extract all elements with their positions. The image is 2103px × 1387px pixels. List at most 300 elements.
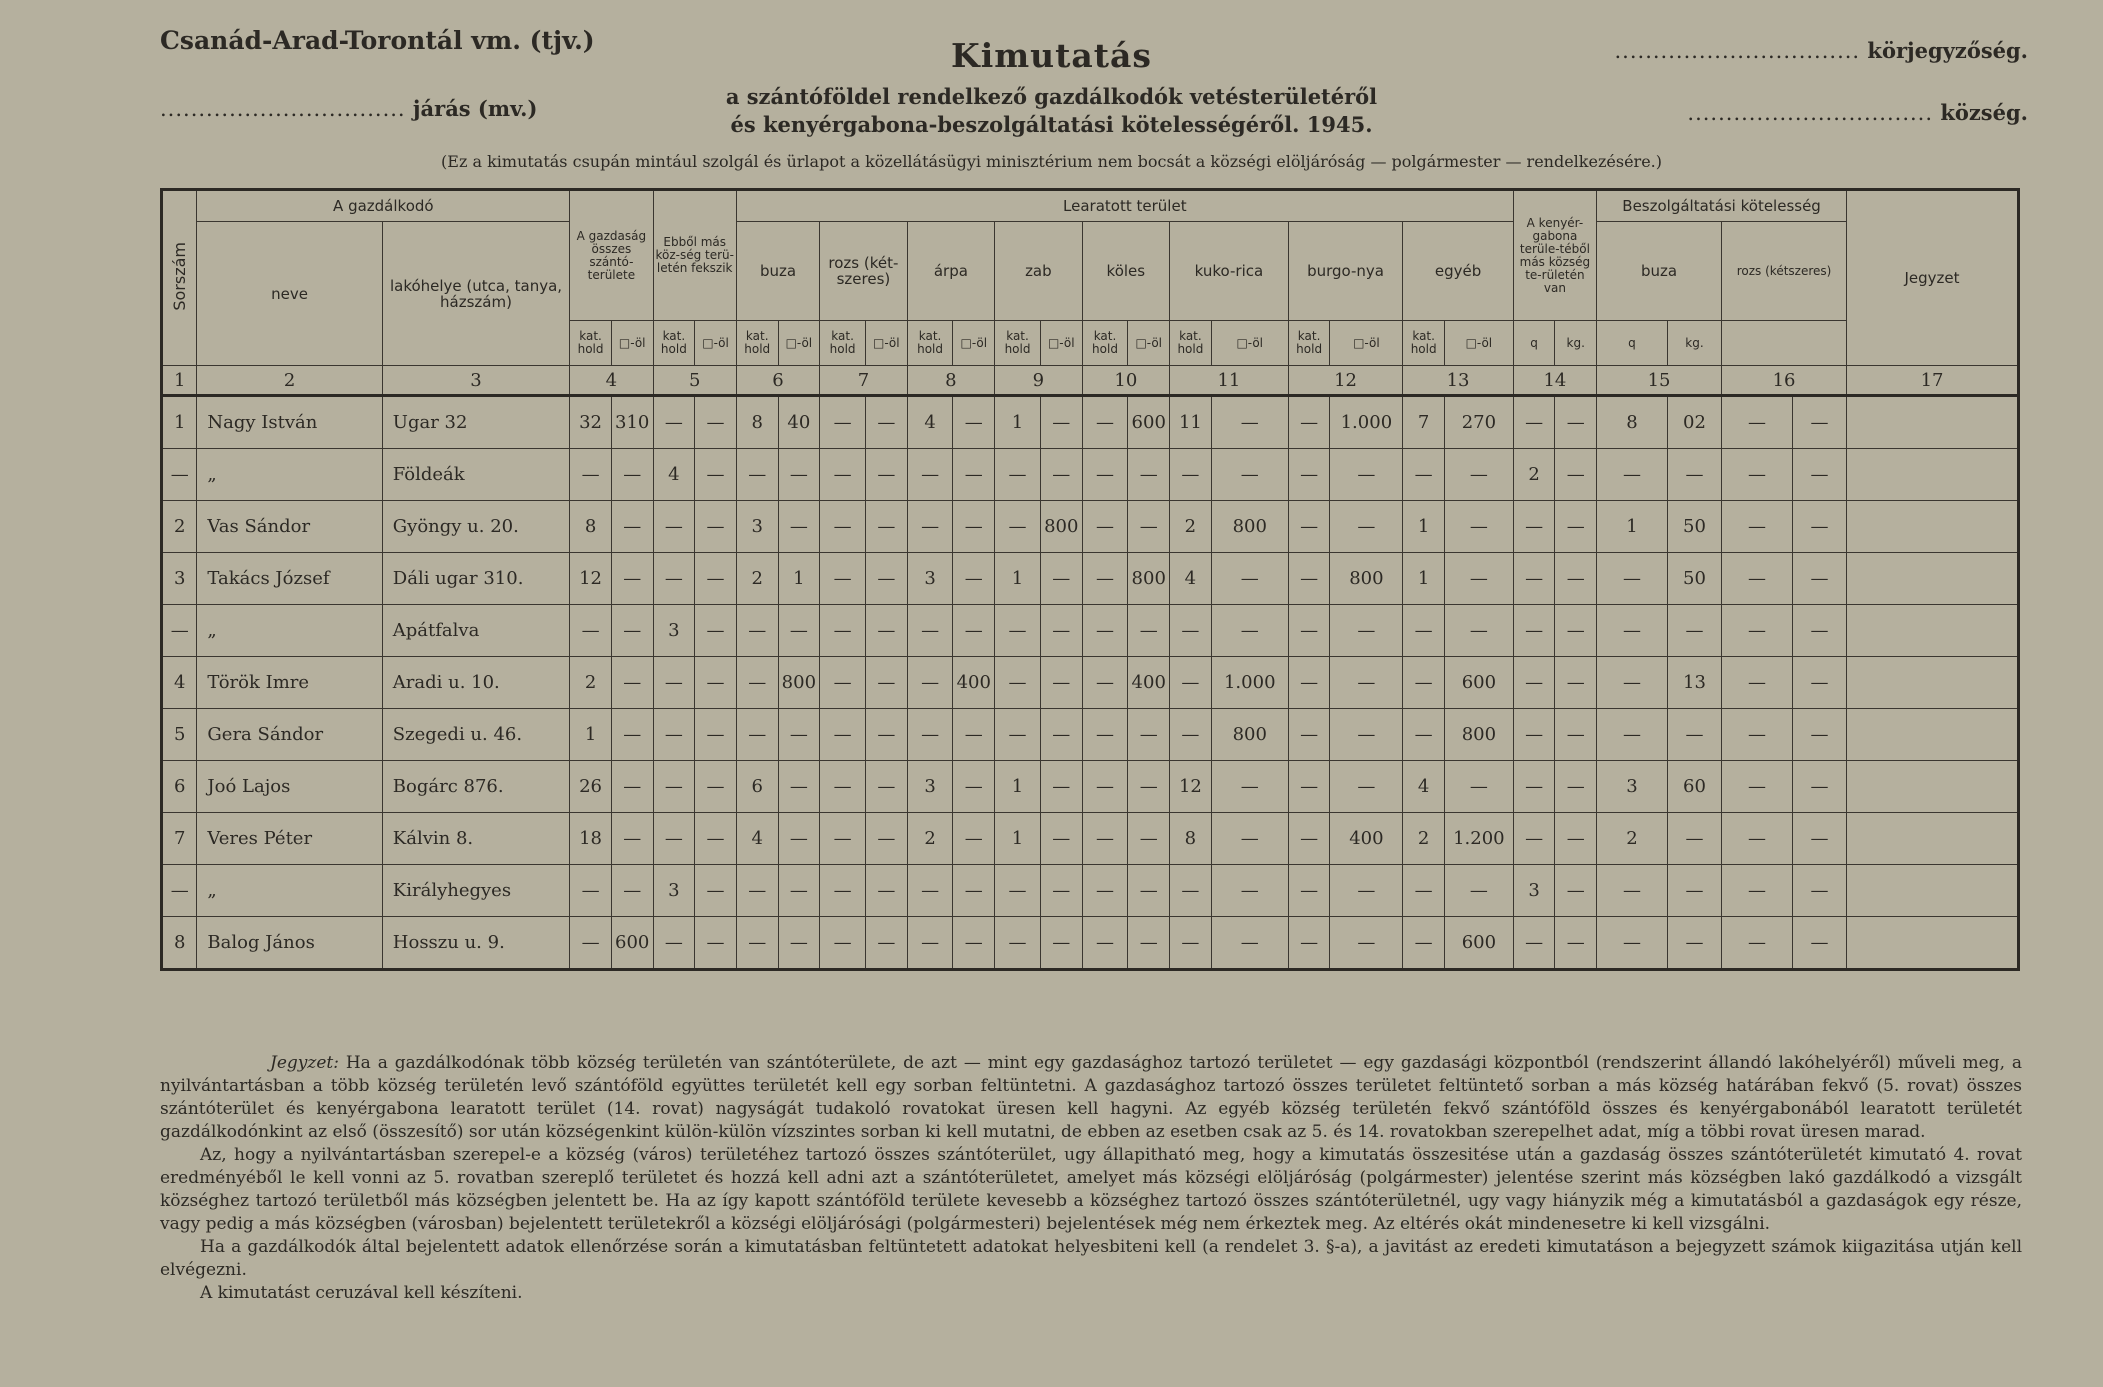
header-residence: lakóhelye (utca, tanya, házszám) xyxy=(382,222,569,366)
header-crop-rye: rozs (két-szeres) xyxy=(820,222,907,321)
row-cell: — xyxy=(820,449,866,501)
row-cell: — xyxy=(953,605,995,657)
row-cell: — xyxy=(1444,553,1513,605)
row-cell xyxy=(1847,761,2019,813)
row-cell: — xyxy=(1792,657,1846,709)
row-cell: — xyxy=(1330,865,1403,917)
row-cell: — xyxy=(995,605,1041,657)
row-cell: — xyxy=(1288,813,1330,865)
row-cell: — xyxy=(653,709,695,761)
row-cell: — xyxy=(1288,501,1330,553)
row-serial: 4 xyxy=(162,657,197,709)
column-number: 13 xyxy=(1403,366,1513,396)
row-cell: 50 xyxy=(1667,501,1721,553)
unit-q: q xyxy=(1513,321,1555,366)
village-blank: ................................ xyxy=(1687,101,1934,125)
row-cell: 11 xyxy=(1170,396,1212,449)
unit-ol: □-öl xyxy=(866,321,908,366)
unit-hold: kat. hold xyxy=(736,321,778,366)
row-cell: — xyxy=(1082,709,1128,761)
row-cell: 1.000 xyxy=(1211,657,1288,709)
row-cell: — xyxy=(907,709,953,761)
table-row xyxy=(162,553,2019,605)
row-cell: — xyxy=(995,449,1041,501)
row-cell: — xyxy=(695,553,737,605)
row-cell: 50 xyxy=(1667,553,1721,605)
row-cell: — xyxy=(653,813,695,865)
row-name: Vas Sándor xyxy=(197,501,382,553)
header-obligation-rye: rozs (kétszeres) xyxy=(1722,222,1847,321)
table-row xyxy=(162,813,2019,865)
unit-ol: □-öl xyxy=(695,321,737,366)
row-cell: — xyxy=(1128,449,1170,501)
row-cell: 32 xyxy=(570,396,612,449)
row-cell: — xyxy=(1597,449,1668,501)
row-cell: 1 xyxy=(1403,553,1445,605)
row-cell: — xyxy=(695,709,737,761)
row-cell: — xyxy=(820,501,866,553)
row-cell: — xyxy=(866,553,908,605)
row-cell: — xyxy=(1288,709,1330,761)
row-cell: 26 xyxy=(570,761,612,813)
row-cell xyxy=(1847,501,2019,553)
unit-hold: kat. hold xyxy=(653,321,695,366)
row-cell: — xyxy=(907,917,953,970)
row-cell: — xyxy=(695,501,737,553)
column-number: 3 xyxy=(382,366,569,396)
row-cell: — xyxy=(1040,553,1082,605)
row-cell: — xyxy=(1330,709,1403,761)
row-cell: — xyxy=(866,761,908,813)
district-blank: ................................ xyxy=(160,97,406,121)
row-cell: — xyxy=(907,501,953,553)
row-cell: 4 xyxy=(1403,761,1445,813)
row-cell: — xyxy=(1597,553,1668,605)
row-cell: 4 xyxy=(1170,553,1212,605)
row-cell: — xyxy=(820,761,866,813)
row-serial: — xyxy=(162,865,197,917)
row-cell: — xyxy=(1555,917,1597,970)
row-cell: — xyxy=(1667,917,1721,970)
row-cell: — xyxy=(611,605,653,657)
row-cell: — xyxy=(1330,761,1403,813)
row-cell: — xyxy=(1792,449,1846,501)
unit-ol: □-öl xyxy=(1040,321,1082,366)
row-cell xyxy=(1847,813,2019,865)
row-cell: — xyxy=(570,449,612,501)
row-cell: — xyxy=(820,865,866,917)
row-residence: Aradi u. 10. xyxy=(382,657,569,709)
row-cell: 2 xyxy=(1597,813,1668,865)
row-cell: — xyxy=(1444,761,1513,813)
row-cell: — xyxy=(1082,553,1128,605)
row-cell: — xyxy=(695,917,737,970)
row-cell: 310 xyxy=(611,396,653,449)
row-cell: 2 xyxy=(1170,501,1212,553)
row-cell: — xyxy=(1403,605,1445,657)
row-cell: — xyxy=(1330,449,1403,501)
row-cell: — xyxy=(695,605,737,657)
row-cell: — xyxy=(1792,605,1846,657)
header-remark: Jegyzet xyxy=(1847,190,2019,366)
row-cell: — xyxy=(995,657,1041,709)
row-cell: — xyxy=(820,605,866,657)
row-cell: — xyxy=(611,449,653,501)
column-number-row xyxy=(162,366,2019,396)
column-number: 16 xyxy=(1722,366,1847,396)
row-residence: Apátfalva xyxy=(382,605,569,657)
column-number: 10 xyxy=(1082,366,1169,396)
row-cell: — xyxy=(570,605,612,657)
row-cell: — xyxy=(1128,605,1170,657)
row-cell: — xyxy=(1667,605,1721,657)
row-residence: Hosszu u. 9. xyxy=(382,917,569,970)
row-cell: 800 xyxy=(1444,709,1513,761)
row-cell: 8 xyxy=(1170,813,1212,865)
row-cell: — xyxy=(695,657,737,709)
column-number: 11 xyxy=(1170,366,1289,396)
row-cell: — xyxy=(1513,657,1555,709)
header-farmer: A gazdálkodó xyxy=(197,190,570,222)
row-cell: — xyxy=(1722,709,1793,761)
district-label: járás (mv.) xyxy=(412,96,538,121)
unit-ol: □-öl xyxy=(1128,321,1170,366)
header-total-area: A gazdaság összes szántó-területe xyxy=(570,190,653,321)
footnote-label: Jegyzet: xyxy=(270,1053,339,1073)
row-cell: — xyxy=(866,605,908,657)
row-cell: 1 xyxy=(570,709,612,761)
footnote-paragraph-4: A kimutatást ceruzával kell készíteni. xyxy=(200,1283,523,1303)
row-cell: — xyxy=(1040,449,1082,501)
row-cell: 600 xyxy=(1128,396,1170,449)
row-residence: Ugar 32 xyxy=(382,396,569,449)
row-cell: — xyxy=(1170,865,1212,917)
row-cell: — xyxy=(1555,501,1597,553)
row-serial: 5 xyxy=(162,709,197,761)
row-serial: — xyxy=(162,605,197,657)
row-cell: 1.000 xyxy=(1330,396,1403,449)
unit-q: q xyxy=(1597,321,1668,366)
header-obligation-wheat: buza xyxy=(1597,222,1722,321)
header-crop-maize: kuko-rica xyxy=(1170,222,1289,321)
row-cell: 1.200 xyxy=(1444,813,1513,865)
document-subtitle-2: és kenyérgabona-beszolgáltatási kötelességéről. 1945. xyxy=(730,112,1373,137)
row-cell: — xyxy=(907,449,953,501)
row-cell xyxy=(1847,865,2019,917)
unit-hold: kat. hold xyxy=(570,321,612,366)
row-cell: 1 xyxy=(995,396,1041,449)
row-cell xyxy=(1847,553,2019,605)
row-cell: — xyxy=(1211,553,1288,605)
row-cell: 8 xyxy=(570,501,612,553)
row-cell: — xyxy=(736,917,778,970)
column-number: 1 xyxy=(162,366,197,396)
document-subtitle-1: a szántóföldel rendelkező gazdálkodók vetésterületéről xyxy=(725,84,1378,109)
header-bread-grain: A kenyér-gabona terüle-téből más község te-rületén van xyxy=(1513,190,1596,321)
row-cell: — xyxy=(778,709,820,761)
row-cell: 800 xyxy=(778,657,820,709)
column-number: 8 xyxy=(907,366,994,396)
header-crop-wheat: buza xyxy=(736,222,819,321)
row-cell: 1 xyxy=(778,553,820,605)
header-obligation: Beszolgáltatási kötelesség xyxy=(1597,190,1847,222)
village-field xyxy=(1687,100,2028,125)
row-cell: — xyxy=(1082,813,1128,865)
row-cell: — xyxy=(1792,865,1846,917)
notary-field xyxy=(1615,38,2029,63)
row-cell: — xyxy=(1330,657,1403,709)
row-cell: — xyxy=(1403,917,1445,970)
row-cell: — xyxy=(1722,813,1793,865)
row-cell: — xyxy=(1211,396,1288,449)
row-cell: 1 xyxy=(1597,501,1668,553)
unit-ol: □-öl xyxy=(1330,321,1403,366)
row-cell: — xyxy=(611,501,653,553)
row-cell: — xyxy=(953,449,995,501)
header-serial: Sorszám xyxy=(162,190,197,366)
row-cell: — xyxy=(1444,449,1513,501)
row-residence: Gyöngy u. 20. xyxy=(382,501,569,553)
row-cell: — xyxy=(1555,657,1597,709)
row-cell: — xyxy=(995,917,1041,970)
unit-ol: □-öl xyxy=(611,321,653,366)
row-cell: — xyxy=(1513,605,1555,657)
unit-kg: kg. xyxy=(1667,321,1721,366)
row-cell: — xyxy=(778,865,820,917)
row-cell: — xyxy=(1597,709,1668,761)
row-cell: — xyxy=(695,449,737,501)
row-cell: 3 xyxy=(907,761,953,813)
row-cell: — xyxy=(1082,605,1128,657)
row-cell: 600 xyxy=(1444,657,1513,709)
row-cell: — xyxy=(1040,657,1082,709)
row-cell: — xyxy=(907,865,953,917)
row-cell: — xyxy=(653,553,695,605)
row-cell: — xyxy=(1128,501,1170,553)
row-cell: — xyxy=(736,709,778,761)
unit-kg: kg. xyxy=(1555,321,1597,366)
header-crop-other: egyéb xyxy=(1403,222,1513,321)
row-cell: — xyxy=(1597,605,1668,657)
row-cell xyxy=(1847,709,2019,761)
row-cell: 600 xyxy=(611,917,653,970)
row-cell: — xyxy=(611,553,653,605)
header-crop-barley: árpa xyxy=(907,222,994,321)
row-cell: — xyxy=(866,657,908,709)
table-row xyxy=(162,917,2019,970)
row-cell: — xyxy=(1128,709,1170,761)
row-cell: 1 xyxy=(995,553,1041,605)
footnote-paragraph-1 xyxy=(160,1052,2022,1144)
row-cell: 600 xyxy=(1444,917,1513,970)
row-cell: — xyxy=(1722,605,1793,657)
row-cell: — xyxy=(1288,396,1330,449)
unit-hold: kat. hold xyxy=(1170,321,1212,366)
row-residence: Szegedi u. 46. xyxy=(382,709,569,761)
row-cell: — xyxy=(1170,709,1212,761)
row-cell: — xyxy=(1513,396,1555,449)
row-cell: — xyxy=(907,605,953,657)
row-cell: — xyxy=(1288,761,1330,813)
row-cell: — xyxy=(1330,917,1403,970)
row-cell: — xyxy=(1211,917,1288,970)
row-cell: — xyxy=(1722,865,1793,917)
row-cell: 800 xyxy=(1040,501,1082,553)
row-cell: — xyxy=(1792,553,1846,605)
row-cell: — xyxy=(1403,709,1445,761)
row-cell: 4 xyxy=(653,449,695,501)
row-cell: 400 xyxy=(1128,657,1170,709)
row-cell: — xyxy=(1288,917,1330,970)
row-cell: — xyxy=(611,761,653,813)
row-cell: — xyxy=(1082,501,1128,553)
row-cell: — xyxy=(820,917,866,970)
row-cell: — xyxy=(820,396,866,449)
row-cell: — xyxy=(1555,761,1597,813)
row-cell: — xyxy=(1444,605,1513,657)
unit-hold: kat. hold xyxy=(1288,321,1330,366)
row-cell: 3 xyxy=(907,553,953,605)
row-cell: 270 xyxy=(1444,396,1513,449)
row-cell: — xyxy=(1667,709,1721,761)
row-cell: — xyxy=(1082,917,1128,970)
row-cell xyxy=(1847,657,2019,709)
unit-ol: □-öl xyxy=(1211,321,1288,366)
table-row xyxy=(162,657,2019,709)
row-cell: — xyxy=(1330,501,1403,553)
row-cell: 2 xyxy=(1513,449,1555,501)
row-cell: — xyxy=(1040,396,1082,449)
row-residence: Királyhegyes xyxy=(382,865,569,917)
row-cell: — xyxy=(953,709,995,761)
unit-ol: □-öl xyxy=(1444,321,1513,366)
row-cell: — xyxy=(1513,709,1555,761)
farm-table xyxy=(160,188,2020,971)
row-cell: — xyxy=(1403,657,1445,709)
row-cell: — xyxy=(1288,449,1330,501)
row-cell: — xyxy=(736,449,778,501)
district-field xyxy=(160,96,537,121)
row-cell: — xyxy=(820,709,866,761)
row-cell: — xyxy=(1082,449,1128,501)
row-cell: — xyxy=(1211,761,1288,813)
column-number: 17 xyxy=(1847,366,2019,396)
row-cell: — xyxy=(611,657,653,709)
row-cell: — xyxy=(778,501,820,553)
document-title: Kimutatás xyxy=(951,36,1152,75)
row-cell: — xyxy=(1040,865,1082,917)
row-cell: — xyxy=(866,865,908,917)
document-note: (Ez a kimutatás csupán mintául szolgál és ürlapot a közellátásügyi minisztérium nem bocsát a községi elöljáróság — polgármester — rendelkezésére.) xyxy=(441,152,1662,171)
row-name: Takács József xyxy=(197,553,382,605)
row-cell: — xyxy=(1513,501,1555,553)
row-cell: — xyxy=(1040,917,1082,970)
row-cell: — xyxy=(1211,813,1288,865)
row-cell: 2 xyxy=(1403,813,1445,865)
row-cell: — xyxy=(1722,553,1793,605)
row-cell: — xyxy=(1667,865,1721,917)
footnote-paragraph-3: Ha a gazdálkodók által bejelentett adatok ellenőrzése során a kimutatásban feltüntetett adatokat helyesbiteni kell (a rendelet 3. §-a), a javitást az eredeti kimutatáson a bejegyzett számok kiigazitása utján kell elvégezni. xyxy=(160,1237,2022,1280)
row-cell: — xyxy=(1792,709,1846,761)
row-cell: — xyxy=(953,813,995,865)
header-harvested: Learatott terület xyxy=(736,190,1513,222)
row-cell: — xyxy=(611,813,653,865)
row-cell: — xyxy=(1128,813,1170,865)
row-cell: — xyxy=(866,396,908,449)
row-cell: 2 xyxy=(907,813,953,865)
row-cell: — xyxy=(1667,449,1721,501)
column-number: 4 xyxy=(570,366,653,396)
unit-hold: kat. hold xyxy=(907,321,953,366)
row-cell: — xyxy=(611,865,653,917)
row-cell: — xyxy=(1792,761,1846,813)
row-cell: — xyxy=(1211,449,1288,501)
row-cell: — xyxy=(1082,657,1128,709)
column-number: 2 xyxy=(197,366,382,396)
row-cell: — xyxy=(1722,657,1793,709)
row-cell xyxy=(1847,449,2019,501)
row-cell: — xyxy=(1288,865,1330,917)
row-serial: 3 xyxy=(162,553,197,605)
row-cell: — xyxy=(653,657,695,709)
row-cell: — xyxy=(1082,396,1128,449)
row-cell: 60 xyxy=(1667,761,1721,813)
header-name: neve xyxy=(197,222,382,366)
county-label: Csanád-Arad-Torontál vm. (tjv.) xyxy=(160,26,595,55)
row-cell: 3 xyxy=(1597,761,1668,813)
row-cell: — xyxy=(907,657,953,709)
footnote-paragraph-2: Az, hogy a nyilvántartásban szerepel-e a község (város) területéhez tartozó összes szántóterület, ugy állapitható meg, hogy a kimutatás összesitése után a gazdaság összes szántóterületét kimutató 4. rovat eredményéből le kell vonni az 5. rovatban szereplő területet és hozzá kell adni azt a szántóterületet, amelyet más községi elöljáróság (polgármester) jelentése szerint más községben lakó gazdálkodó a vizsgált községhez tartozó területből más községben jelentett be. Ha az így kapott szántóföld területe kevesebb a községhez tartozó összes szántóterületnél, ugy vagy hiányzik még a kimutatásból a gazdaságok egy része, vagy pedig a más községben (városban) bejelentett területekről a községi elöljárósági (polgármesteri) bejelentések még nem érkeztek meg. Az eltérés okát mindenesetre ki kell vizsgálni. xyxy=(160,1145,2022,1234)
notary-label: körjegyzőség. xyxy=(1867,38,2028,63)
row-name: Nagy István xyxy=(197,396,382,449)
column-number: 6 xyxy=(736,366,819,396)
table-row xyxy=(162,865,2019,917)
row-cell: — xyxy=(1082,761,1128,813)
row-cell: — xyxy=(1597,657,1668,709)
row-cell: — xyxy=(1513,761,1555,813)
row-cell: — xyxy=(995,501,1041,553)
row-cell: — xyxy=(953,761,995,813)
row-cell: — xyxy=(1555,396,1597,449)
row-cell: — xyxy=(953,917,995,970)
row-cell: — xyxy=(1792,396,1846,449)
column-number: 7 xyxy=(820,366,907,396)
row-cell: — xyxy=(778,761,820,813)
row-cell: — xyxy=(1555,449,1597,501)
row-cell: — xyxy=(653,396,695,449)
row-cell: 3 xyxy=(1513,865,1555,917)
row-cell: — xyxy=(866,917,908,970)
row-cell: — xyxy=(570,917,612,970)
row-cell xyxy=(1847,396,2019,449)
row-serial: 6 xyxy=(162,761,197,813)
row-cell: — xyxy=(866,501,908,553)
row-cell: — xyxy=(820,813,866,865)
row-cell: 800 xyxy=(1128,553,1170,605)
notary-blank: ................................ xyxy=(1614,39,1861,63)
row-cell: — xyxy=(1040,605,1082,657)
row-cell: — xyxy=(1555,865,1597,917)
row-cell: 12 xyxy=(570,553,612,605)
row-cell: — xyxy=(1403,449,1445,501)
row-cell: — xyxy=(653,917,695,970)
row-cell: — xyxy=(778,449,820,501)
row-cell: — xyxy=(1722,501,1793,553)
row-cell: — xyxy=(653,501,695,553)
row-cell: — xyxy=(820,657,866,709)
footnote-text-1: Ha a gazdálkodónak több község területén van szántóterülete, de azt — mint egy gazdasághoz tartozó területet — egy gazdasági központból (rendszerint állandó lakóhelyéről) műveli meg, a nyilvántartásban a több község területén levő szántóföld együttes területét kell egy sorban feltüntetni. A gazdasághoz tartozó összes területet feltüntető sorban a más község határában fekvő (5. rovat) összes szántóterület és kenyérgabona learatott terület (14. rovat) nagyságát tudakoló rovatokat üresen kell hagyni. Az egyéb község területén fekvő szántóföld összes és kenyérgabonából learatott területét gazdálkodónkint az első (összesítő) sor után községenkint külön-külön vízszintes sorban ki kell mutatni, de ebben az esetben csak az 5. és 14. rovatokban szerepelhet adat, míg a többi rovat üresen marad. xyxy=(160,1053,2022,1142)
header-crop-potato: burgo-nya xyxy=(1288,222,1403,321)
